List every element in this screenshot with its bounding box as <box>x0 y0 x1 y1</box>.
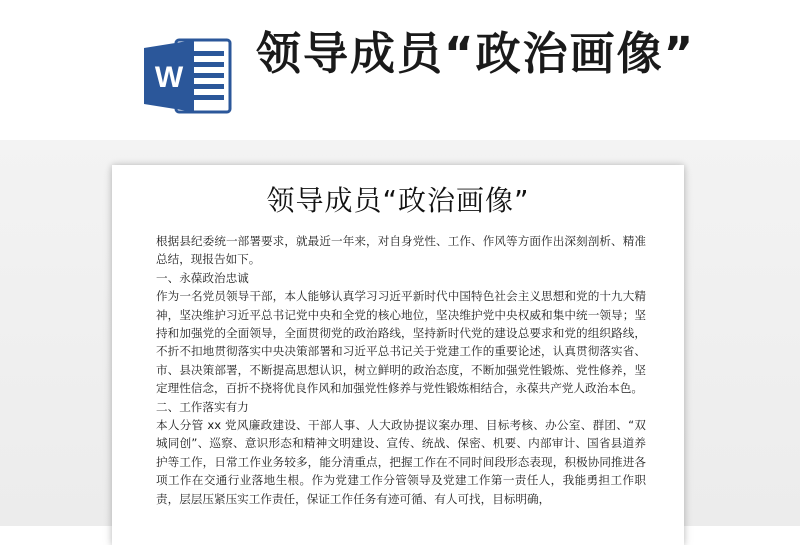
section-heading-2: 二、工作落实有力 <box>156 399 249 414</box>
paragraph-section-2: 本人分管 xx 党风廉政建设、干部人事、人大政协提议案办理、目标考核、办公室、群团、“双城同创”、巡察、意识形态和精神文明建设、宣传、统战、保密、机要、内部审计、国省县道养护等工作，日常工作业务较多，能分清重点，把握工作在不同时间段形态表现，积极协同推进各项工作在交通行业落地生根。作为党建工作分管领导及党建工作第一责任人，我能勇担工作职责，层层压紧压实工作责任，保证工作任务有迹可循、有人可找，目标明确， <box>156 418 646 506</box>
document-title: 领导成员“政治画像” <box>266 184 530 217</box>
section-heading-1: 一、永葆政治忠诚 <box>156 270 249 285</box>
paragraph-section-1: 作为一名党员领导干部，本人能够认真学习习近平新时代中国特色社会主义思想和党的十九大精神，坚决维护习近平总书记党中央和全党的核心地位，坚决维护党中央权威和集中统一领导；坚持和加强党的全面领导，全面贯彻党的政治路线，坚持新时代党的建设总要求和党的组织路线，不折不扣地贯彻落实中央决策部署和习近平总书记关于党建工作的重要论述，认真贯彻落实省、市、县决策部署，不断提高思想认识，树立鲜明的政治态度，不断加强党性锻炼、党性修养，坚定理性信念，百折不挠将优良作风和加强党性修养与党性锻炼相结合，永葆共产党人政治本色。 <box>156 289 646 396</box>
word-document-icon <box>142 36 234 116</box>
paragraph-intro: 根据县纪委统一部署要求，就最近一年来，对自身党性、工作、作风等方面作出深刻剖析、精准总结，现报告如下。 <box>156 234 646 267</box>
document-page <box>112 165 684 545</box>
banner-header <box>0 0 800 140</box>
banner-title: 领导成员“政治画像” <box>256 27 696 80</box>
word-icon-letter: W <box>154 61 184 94</box>
document-body <box>156 232 646 508</box>
